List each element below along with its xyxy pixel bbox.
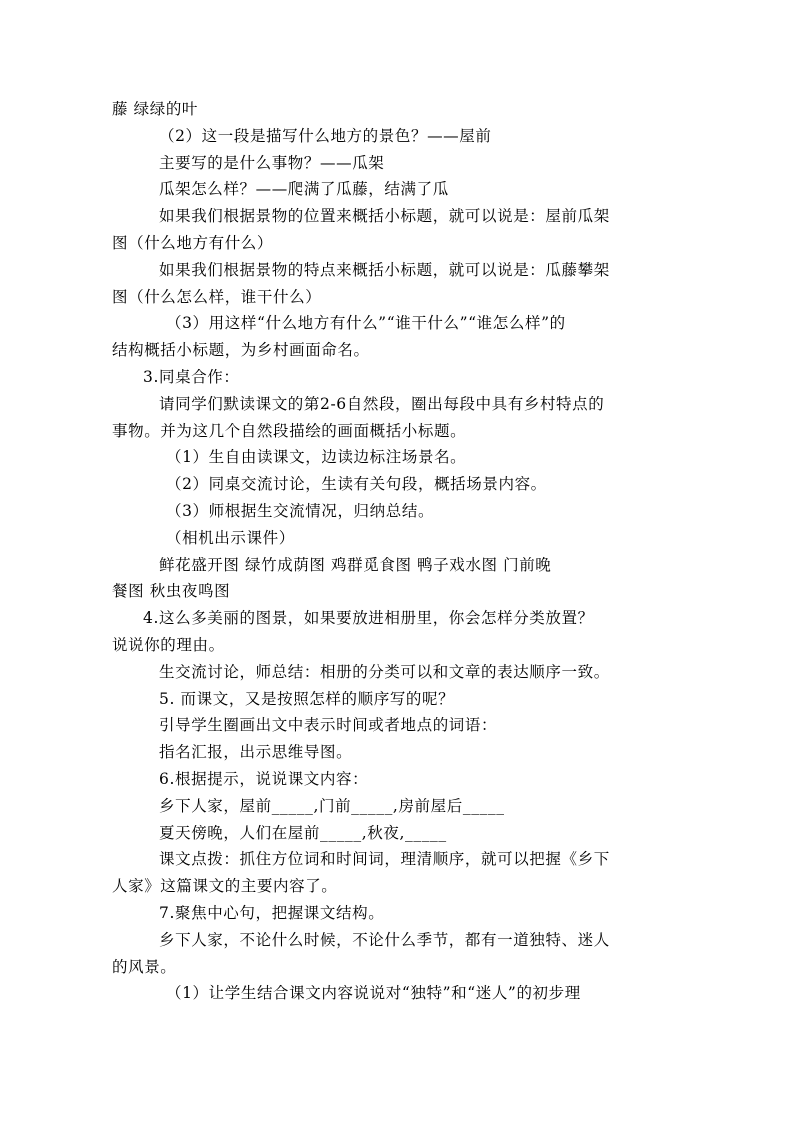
text-line: 指名汇报，出示思维导图。: [159, 743, 353, 762]
text-line: 7.聚焦中心句，把握课文结构。: [159, 903, 385, 922]
text-line: （3）师根据生交流情况，归纳总结。: [166, 501, 435, 520]
text-line: 夏天傍晚，人们在屋前_____,秋夜,_____: [159, 823, 447, 842]
text-line: 瓜架怎么样？——爬满了瓜藤，结满了瓜: [159, 180, 449, 199]
text-line: 生交流讨论，师总结：相册的分类可以和文章的表达顺序一致。: [159, 662, 610, 681]
text-line: 人家》这篇课文的主要内容了。: [112, 877, 338, 896]
document-body: [112, 96, 684, 1007]
text-line: 结构概括小标题，为乡村画面命名。: [112, 341, 370, 360]
text-line: （2）这一段是描写什么地方的景色？——屋前: [159, 126, 492, 145]
text-line: （1）让学生结合课文内容说说对“独特”和“迷人”的初步理: [166, 984, 581, 1003]
text-line: 3.同桌合作：: [143, 367, 240, 386]
text-line: 乡下人家，屋前_____,门前_____,房前屋后_____: [159, 796, 505, 815]
text-line: 鲜花盛开图 绿竹成荫图 鸡群觅食图 鸭子戏水图 门前晚: [159, 555, 552, 574]
text-line: （相机出示课件）: [166, 528, 295, 547]
text-line: 4.这么多美丽的图景，如果要放进相册里，你会怎样分类放置？: [143, 609, 594, 628]
text-line: 的风景。: [112, 957, 177, 976]
text-line: 藤 绿绿的叶: [112, 100, 199, 118]
text-line: 5. 而课文，又是按照怎样的顺序写的呢？: [159, 689, 455, 708]
text-line: 图（什么怎么样，谁干什么）: [112, 287, 322, 306]
text-line: （1）生自由读课文，边读边标注场景名。: [166, 448, 467, 467]
text-line: 事物。并为这几个自然段描绘的画面概括小标题。: [112, 421, 467, 440]
text-line: 课文点拨：抓住方位词和时间词，理清顺序，就可以把握《乡下: [159, 850, 610, 869]
text-line: 引导学生圈画出文中表示时间或者地点的词语：: [159, 716, 498, 735]
text-line: （3）用这样“什么地方有什么”“谁干什么”“谁怎么样”的: [166, 314, 566, 333]
text-line: 餐图 秋虫夜鸣图: [112, 582, 231, 601]
text-line: 乡下人家，不论什么时候，不论什么季节，都有一道独特、迷人: [159, 930, 610, 949]
text-line: 6.根据提示，说说课文内容：: [159, 769, 369, 788]
text-line: 说说你的理由。: [112, 635, 225, 654]
text-line: 主要写的是什么事物？——瓜架: [159, 153, 385, 172]
text-line: （2）同桌交流讨论，生读有关句段，概括场景内容。: [166, 475, 547, 494]
text-line: 如果我们根据景物的特点来概括小标题，就可以说是：瓜藤攀架: [159, 260, 610, 279]
text-line: 请同学们默读课文的第2-6自然段，圈出每段中具有乡村特点的: [159, 394, 605, 413]
text-line: 图（什么地方有什么）: [112, 233, 274, 252]
text-line: 如果我们根据景物的位置来概括小标题，就可以说是：屋前瓜架: [159, 207, 610, 226]
